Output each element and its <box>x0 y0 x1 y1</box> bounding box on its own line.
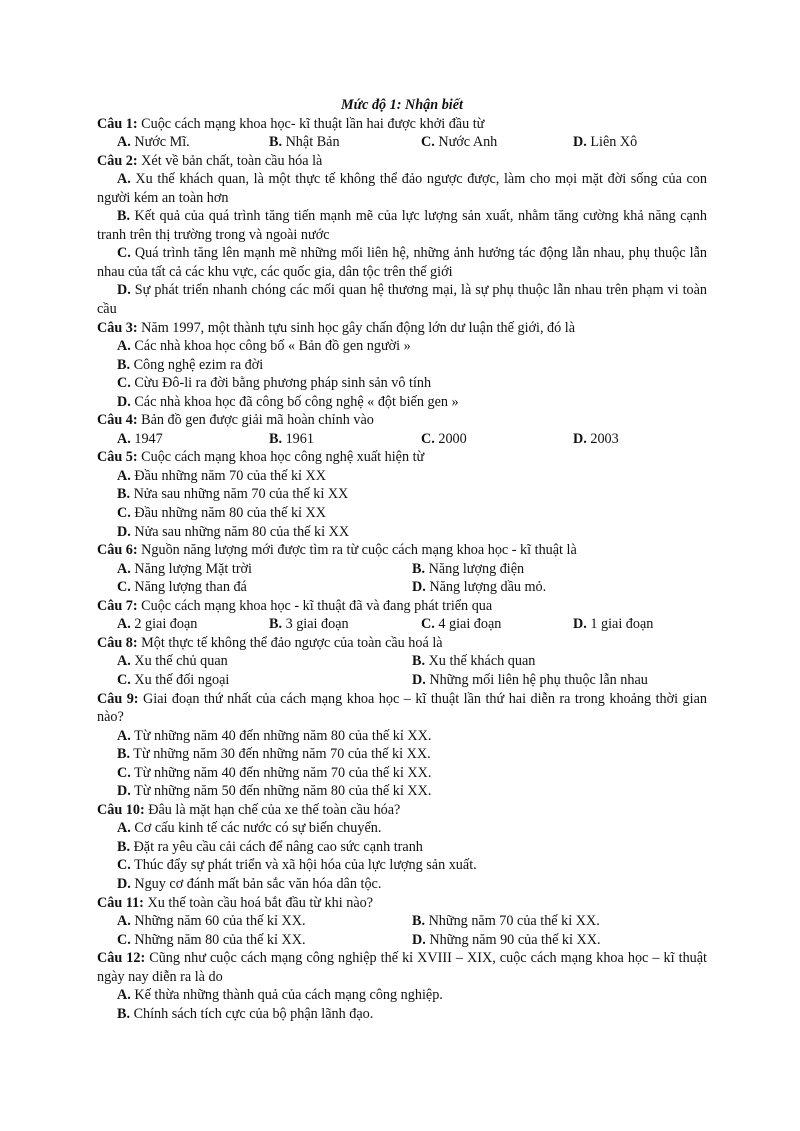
options-row <box>97 430 707 449</box>
option-d: D. Sự phát triển nhanh chóng các mối quan hệ thương mại, là sự phụ thuộc lẫn nhau trên phạm vi toàn cầu <box>97 282 707 318</box>
question-text: Nguồn năng lượng mới được tìm ra từ cuộc cách mạng khoa học - kĩ thuật là <box>137 542 577 559</box>
options-row <box>97 578 707 597</box>
option-c: C. Xu thế đối ngoại <box>117 671 230 688</box>
option-d: D. Những năm 90 của thế kỉ XX. <box>412 931 601 948</box>
question-label: Câu 10: <box>97 801 145 818</box>
option-b: B. Chính sách tích cực của bộ phận lãnh đạo. <box>117 1005 374 1022</box>
options-row <box>97 615 707 634</box>
question-2 <box>97 152 707 171</box>
option-d: D. Những mối liên hệ phụ thuộc lẫn nhau <box>412 671 648 688</box>
option-b: B. 3 giai đoạn <box>269 616 349 633</box>
document-page <box>97 96 707 1023</box>
question-label: Câu 11: <box>97 894 144 911</box>
question-text: Giai đoạn thứ nhất của cách mạng khoa học – kĩ thuật lần thứ hai diễn ra trong khoảng thời gian nào? <box>97 690 707 726</box>
option-b: B. Năng lượng điện <box>412 560 525 577</box>
option-d: D. 1 giai đoạn <box>573 616 654 633</box>
option-c: C. Từ những năm 40 đến những năm 70 của thế kỉ XX. <box>117 764 432 781</box>
question-text: Năm 1997, một thành tựu sinh học gây chấn động lớn dư luận thế giới, đó là <box>137 319 576 336</box>
option-a: A. Nước Mĩ. <box>117 134 190 151</box>
question-10 <box>97 801 707 820</box>
option-c: C. 4 giai đoạn <box>421 616 502 633</box>
option-a: A. 2 giai đoạn <box>117 616 198 633</box>
option-b: B. Nửa sau những năm 70 của thế kỉ XX <box>117 486 349 503</box>
question-label: Câu 2: <box>97 152 138 169</box>
option-b: B. Những năm 70 của thế kỉ XX. <box>412 913 600 930</box>
option-a: A. Xu thế chủ quan <box>117 653 228 670</box>
options-row <box>97 931 707 950</box>
option-a: A. Đầu những năm 70 của thế kỉ XX <box>117 467 327 484</box>
question-12 <box>97 949 707 986</box>
question-label: Câu 6: <box>97 542 138 559</box>
option-a: A. Cơ cấu kinh tế các nước có sự biến chuyển. <box>117 820 382 837</box>
question-11 <box>97 894 707 913</box>
question-text: Xu thế toàn cầu hoá bắt đầu từ khi nào? <box>143 894 374 911</box>
option-c: C. Nước Anh <box>421 134 498 151</box>
question-8 <box>97 634 707 653</box>
options-row <box>97 133 707 152</box>
question-text: Cuộc cách mạng khoa học công nghệ xuất hiện từ <box>137 449 425 466</box>
option-d: D. Nguy cơ đánh mất bản sắc văn hóa dân tộc. <box>117 875 382 892</box>
option-d: D. Các nhà khoa học đã công bố công nghệ « đột biến gen » <box>117 393 459 410</box>
option-b: B. Nhật Bản <box>269 134 340 151</box>
question-label: Câu 7: <box>97 597 138 614</box>
question-label: Câu 12: <box>97 950 146 967</box>
option-a: A. Xu thế khách quan, là một thực tế không thể đảo ngược được, làm cho mọi mặt đời sống của con người kém an toàn hơn <box>97 171 707 206</box>
question-text: Cuộc cách mạng khoa học - kĩ thuật đã và đang phát triển qua <box>137 597 493 614</box>
option-c: C. Thúc đẩy sự phát triển và xã hội hóa của lực lượng sản xuất. <box>117 857 477 874</box>
option-c: C. Cừu Đô-li ra đời bằng phương pháp sinh sản vô tính <box>117 375 432 392</box>
option-b: B. Kết quả của quá trình tăng tiến mạnh mẽ của lực lượng sản xuất, nhằm tăng cường khả năng cạnh tranh trên thị trường trong và ngoài nước <box>97 208 707 243</box>
question-text: Cuộc cách mạng khoa học- kĩ thuật lần hai được khởi đầu từ <box>137 115 485 132</box>
question-label: Câu 9: <box>97 690 139 707</box>
option-d: D. Năng lượng dầu mỏ. <box>412 579 547 596</box>
option-a: A. 1947 <box>117 430 163 447</box>
option-d: D. 2003 <box>573 430 619 447</box>
question-label: Câu 8: <box>97 634 138 651</box>
option-a: A. Từ những năm 40 đến những năm 80 của thế kỉ XX. <box>117 727 432 744</box>
question-1 <box>97 115 707 134</box>
option-d: D. Liên Xô <box>573 134 638 151</box>
question-text: Đâu là mặt hạn chế của xe thế toàn cầu hóa? <box>144 801 401 818</box>
question-9 <box>97 690 707 727</box>
option-a: A. Những năm 60 của thế kỉ XX. <box>117 913 306 930</box>
options-row <box>97 560 707 579</box>
option-d: D. Từ những năm 50 đến những năm 80 của thế kỉ XX. <box>117 783 432 800</box>
question-label: Câu 3: <box>97 319 138 336</box>
option-a: A. Năng lượng Mặt trời <box>117 560 253 577</box>
question-label: Câu 1: <box>97 115 138 132</box>
question-7 <box>97 597 707 616</box>
question-text: Một thực tế không thể đảo ngược của toàn cầu hoá là <box>137 634 443 651</box>
option-d: D. Nửa sau những năm 80 của thế kỉ XX <box>117 523 350 540</box>
option-a: A. Các nhà khoa học công bố « Bản đồ gen người » <box>117 338 411 355</box>
question-3 <box>97 319 707 338</box>
section-title: Mức độ 1: Nhận biết <box>340 97 463 113</box>
option-c: C. Năng lượng than đá <box>117 579 247 596</box>
question-label: Câu 5: <box>97 449 138 466</box>
question-4 <box>97 411 707 430</box>
option-b: B. 1961 <box>269 430 314 447</box>
option-c: C. Quá trình tăng lên mạnh mẽ những mối liên hệ, những ảnh hưởng tác động lẫn nhau, phụ thuộc lẫn nhau của tất cả các khu vực, các quốc gia, dân tộc trên thế giới <box>97 245 707 280</box>
question-label: Câu 4: <box>97 412 138 429</box>
option-b: B. Từ những năm 30 đến những năm 70 của thế kỉ XX. <box>117 746 431 763</box>
option-b: B. Đặt ra yêu cầu cải cách để nâng cao sức cạnh tranh <box>117 838 423 855</box>
option-b: B. Công nghệ ezim ra đời <box>117 356 264 373</box>
options-row <box>97 671 707 690</box>
option-c: C. 2000 <box>421 430 467 447</box>
options-row <box>97 912 707 931</box>
option-c: C. Những năm 80 của thế kỉ XX. <box>117 931 306 948</box>
question-text: Cũng như cuộc cách mạng công nghiệp thế kỉ XVIII – XIX, cuộc cách mạng khoa học – kĩ thuật ngày nay diễn ra là do <box>97 950 707 985</box>
option-c: C. Đầu những năm 80 của thế kỉ XX <box>117 505 327 522</box>
option-a: A. Kế thừa những thành quả của cách mạng công nghiệp. <box>117 987 443 1004</box>
question-text: Xét về bản chất, toàn cầu hóa là <box>137 152 323 169</box>
options-row <box>97 652 707 671</box>
option-b: B. Xu thế khách quan <box>412 653 536 670</box>
question-text: Bản đồ gen được giải mã hoàn chỉnh vào <box>137 412 374 429</box>
question-5 <box>97 448 707 467</box>
question-6 <box>97 541 707 560</box>
